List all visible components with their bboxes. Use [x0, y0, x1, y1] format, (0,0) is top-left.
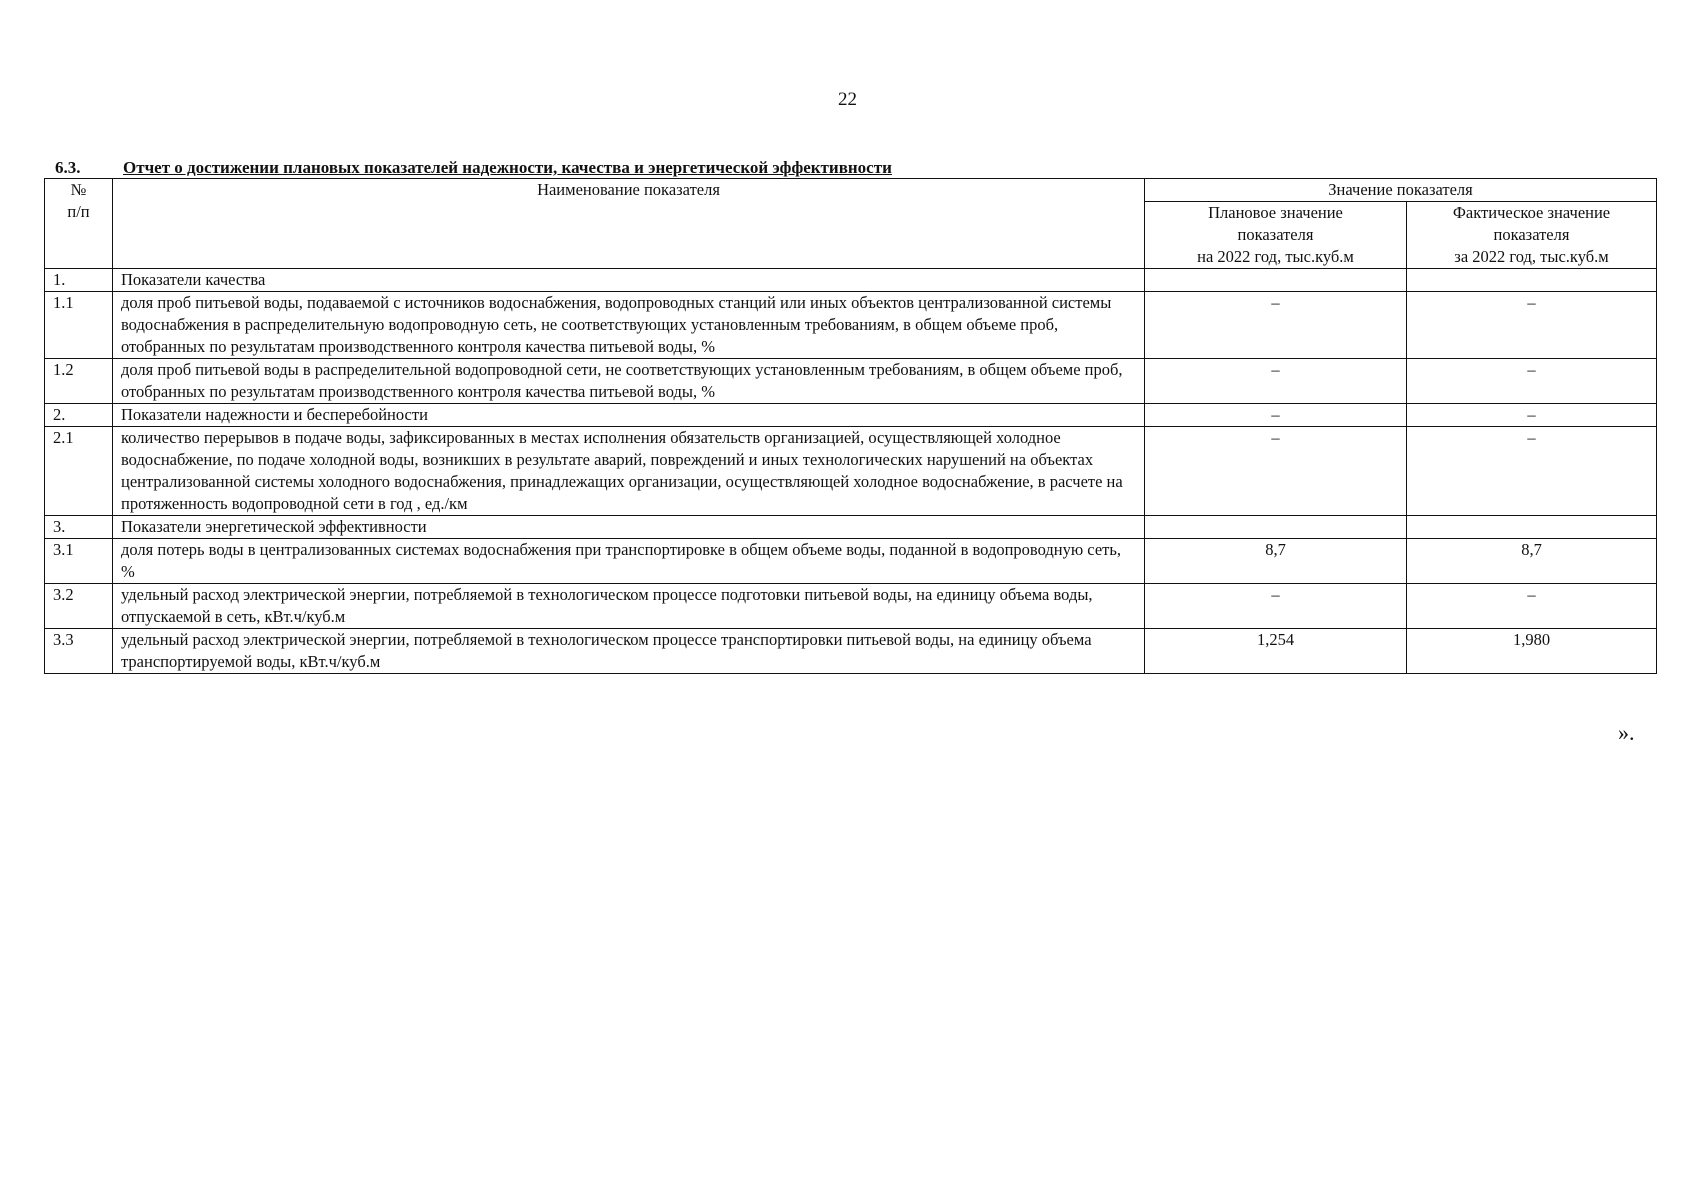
row-fact-value: –	[1407, 292, 1657, 359]
section-title: Отчет о достижении плановых показателей надежности, качества и энергетической эффективности	[123, 158, 892, 177]
row-plan-value	[1145, 269, 1407, 292]
row-fact-value: –	[1407, 584, 1657, 629]
row-number: 2.	[45, 404, 113, 427]
table-row	[45, 359, 1657, 404]
row-number: 2.1	[45, 427, 113, 516]
row-fact-value: 8,7	[1407, 539, 1657, 584]
row-name: доля проб питьевой воды, подаваемой с источников водоснабжения, водопроводных станций или иных объектов централизованной системы водоснабжения в распределительную водопроводную сеть, не соответствующих установленным требованиям, в общем объеме проб, отобранных по результатам производственного контроля качества питьевой воды, %	[113, 292, 1145, 359]
row-name: удельный расход электрической энергии, потребляемой в технологическом процессе транспортировки питьевой воды, на единицу объема транспортируемой воды, кВт.ч/куб.м	[113, 629, 1145, 674]
row-fact-value: –	[1407, 359, 1657, 404]
row-name: Показатели качества	[113, 269, 1145, 292]
row-number: 3.2	[45, 584, 113, 629]
header-value-group: Значение показателя	[1145, 179, 1657, 202]
row-plan-value: 8,7	[1145, 539, 1407, 584]
row-plan-value: –	[1145, 359, 1407, 404]
row-number: 1.2	[45, 359, 113, 404]
table-row	[45, 584, 1657, 629]
row-name: Показатели энергетической эффективности	[113, 516, 1145, 539]
header-plan: Плановое значение показателя на 2022 год, тыс.куб.м	[1145, 202, 1407, 269]
table-row	[45, 404, 1657, 427]
row-number: 1.1	[45, 292, 113, 359]
row-plan-value	[1145, 516, 1407, 539]
row-number: 3.3	[45, 629, 113, 674]
row-fact-value: –	[1407, 404, 1657, 427]
page-number: 22	[838, 89, 857, 110]
closing-quote-mark: ».	[1618, 720, 1635, 745]
row-plan-value: 1,254	[1145, 629, 1407, 674]
row-plan-value: –	[1145, 584, 1407, 629]
row-name: Показатели надежности и бесперебойности	[113, 404, 1145, 427]
header-number: № п/п	[45, 179, 113, 269]
table-row	[45, 427, 1657, 516]
indicators-table	[44, 178, 1657, 674]
row-plan-value: –	[1145, 404, 1407, 427]
row-number: 3.	[45, 516, 113, 539]
table-row	[45, 629, 1657, 674]
row-number: 3.1	[45, 539, 113, 584]
row-name: удельный расход электрической энергии, потребляемой в технологическом процессе подготовки питьевой воды, на единицу объема воды, отпускаемой в сеть, кВт.ч/куб.м	[113, 584, 1145, 629]
table-row	[45, 539, 1657, 584]
row-fact-value	[1407, 516, 1657, 539]
row-plan-value: –	[1145, 427, 1407, 516]
row-fact-value	[1407, 269, 1657, 292]
row-plan-value: –	[1145, 292, 1407, 359]
table-row	[45, 292, 1657, 359]
row-number: 1.	[45, 269, 113, 292]
section-heading	[55, 158, 892, 178]
table-row	[45, 269, 1657, 292]
header-fact: Фактическое значение показателя за 2022 год, тыс.куб.м	[1407, 202, 1657, 269]
header-row	[45, 179, 1657, 202]
row-fact-value: –	[1407, 427, 1657, 516]
row-name: количество перерывов в подаче воды, зафиксированных в местах исполнения обязательств организацией, осуществляющей холодное водоснабжение, по подаче холодной воды, возникших в результате аварий, повреждений и иных технологических нарушений на объектах централизованной системы холодного водоснабжения, принадлежащих организации, осуществляющей холодное водоснабжение, в расчете на протяженность водопроводной сети в год , ед./км	[113, 427, 1145, 516]
header-name: Наименование показателя	[113, 179, 1145, 269]
row-name: доля потерь воды в централизованных системах водоснабжения при транспортировке в общем объеме воды, поданной в водопроводную сеть, %	[113, 539, 1145, 584]
table-row	[45, 516, 1657, 539]
row-name: доля проб питьевой воды в распределительной водопроводной сети, не соответствующих установленным требованиям, в общем объеме проб, отобранных по результатам производственного контроля качества питьевой воды, %	[113, 359, 1145, 404]
section-number: 6.3.	[55, 158, 81, 177]
row-fact-value: 1,980	[1407, 629, 1657, 674]
